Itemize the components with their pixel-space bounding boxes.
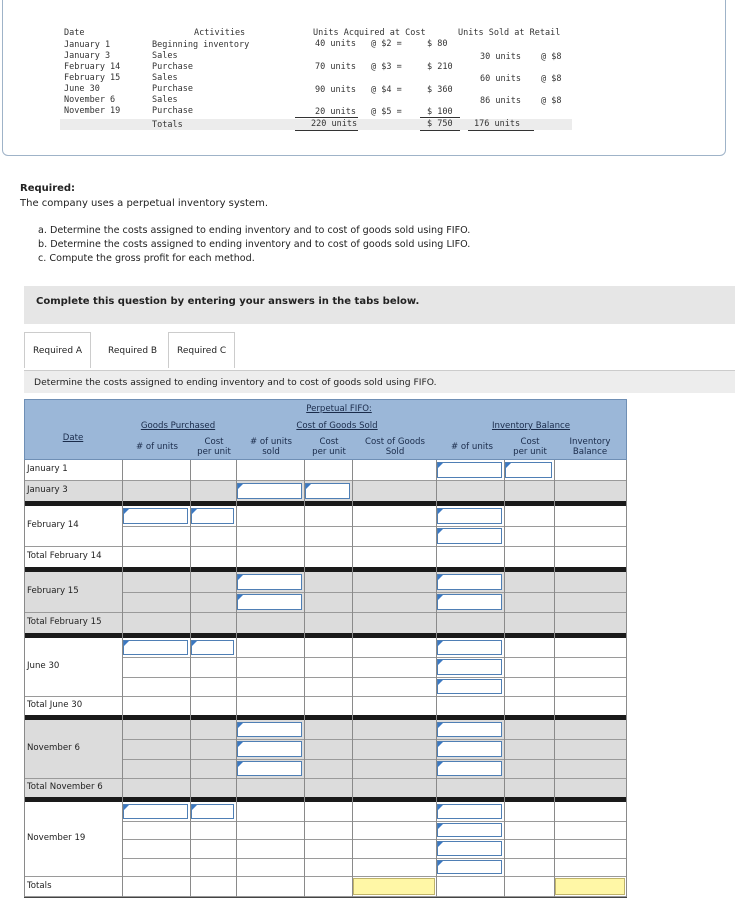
grid-input-cell[interactable] (237, 574, 302, 590)
grid-column-line (24, 460, 25, 897)
grid-column-line (352, 460, 353, 897)
grid-input-cell[interactable] (437, 841, 502, 856)
group-goods-purchased: Goods Purchased (140, 421, 216, 431)
required-intro: The company uses a perpetual inventory system. (20, 198, 268, 209)
inv-row-activity: Beginning inventory (152, 40, 250, 50)
grid-input-cell[interactable] (505, 462, 552, 478)
inv-row-acq-total: $ 80 (427, 39, 448, 49)
total-balance-cell[interactable] (555, 878, 625, 895)
inv-header-acquired: Units Acquired at Cost (313, 28, 426, 38)
grid-input-cell[interactable] (123, 508, 188, 524)
grid-row-label: Total February 14 (27, 551, 102, 561)
inv-row-acq-total: $ 210 (427, 62, 453, 72)
required-b: b. Determine the costs assigned to ending inventory and to cost of goods sold using LIFO. (38, 239, 471, 250)
inv-totals-units: 220 units (311, 119, 358, 129)
col-units-sold-2: sold (262, 447, 280, 457)
required-heading: Required: (20, 183, 76, 194)
required-a: a. Determine the costs assigned to ending inventory and to cost of goods sold using FIFO. (38, 225, 471, 236)
inv-row-acq-cost: @ $3 = (371, 62, 402, 72)
col-cogs-total: Cost of Goods (365, 437, 425, 447)
grid-input-cell[interactable] (237, 594, 302, 610)
tab-instruction: Determine the costs assigned to ending inventory and to cost of goods sold using FIFO. (24, 370, 735, 393)
inv-row-acq-cost: @ $2 = (371, 39, 402, 49)
inv-row-acq-units: 70 units (315, 62, 356, 72)
col-balance-units: # of units (450, 442, 494, 452)
tab-required-b[interactable]: Required B (99, 332, 166, 368)
grid-input-cell[interactable] (437, 823, 502, 838)
inv-row-activity: Purchase (152, 106, 193, 116)
grid-input-cell[interactable] (237, 483, 302, 499)
grid-column-line (436, 460, 437, 897)
col-cogs-per-unit: per unit (312, 447, 346, 457)
inv-row-acq-cost: @ $4 = (371, 85, 402, 95)
grid-subrow-line (122, 821, 627, 822)
grid-row-label: November 19 (27, 833, 86, 843)
grid-input-cell[interactable] (437, 594, 502, 610)
inv-header-sold: Units Sold at Retail (458, 28, 561, 38)
grid-input-cell[interactable] (237, 761, 302, 776)
fifo-grid (24, 399, 627, 891)
grid-row-label: November 6 (27, 743, 80, 753)
col-cogs-cost: Cost (319, 437, 339, 447)
grid-column-line (304, 460, 305, 897)
inv-row-activity: Sales (152, 95, 178, 105)
grid-column-line (190, 460, 191, 897)
inv-row-sold-units: 30 units (480, 52, 521, 62)
col-cogs-total-2: Sold (385, 447, 405, 457)
inv-row-sold-price: @ $8 (541, 96, 562, 106)
grid-row-label: January 1 (27, 464, 68, 474)
grid-input-cell[interactable] (437, 761, 502, 776)
col-balance-cost: Cost (520, 437, 540, 447)
required-c: c. Compute the gross profit for each method. (38, 253, 255, 264)
inv-row-date: November 19 (64, 106, 121, 116)
inv-totals-cost: $ 750 (427, 119, 453, 129)
col-date: Date (62, 433, 84, 443)
inv-header-activities: Activities (194, 28, 246, 38)
grid-row-label: January 3 (27, 485, 68, 495)
inv-row-acq-total: $ 360 (427, 85, 453, 95)
inv-row-date: February 15 (64, 73, 121, 83)
grid-subrow-line (122, 739, 627, 740)
inv-row-activity: Sales (152, 73, 178, 83)
inv-row-acq-units: 40 units (315, 39, 356, 49)
grid-input-cell[interactable] (437, 640, 502, 655)
inv-row-date: November 6 (64, 95, 116, 105)
grid-input-cell[interactable] (437, 508, 502, 524)
tab-required-a[interactable]: Required A (24, 332, 91, 368)
grid-title: Perpetual FIFO: (306, 404, 372, 414)
grid-input-cell[interactable] (123, 640, 188, 655)
inv-row-activity: Sales (152, 51, 178, 61)
grid-row-label: Total November 6 (27, 782, 103, 792)
instructions-banner: Complete this question by entering your answers in the tabs below. (24, 286, 735, 324)
inv-underline (420, 130, 460, 131)
grid-input-cell[interactable] (437, 462, 502, 478)
inv-row-acq-units: 90 units (315, 85, 356, 95)
group-cogs: Cost of Goods Sold (296, 421, 378, 431)
inv-row-date: January 3 (64, 51, 111, 61)
inv-underline (420, 117, 460, 118)
inv-row-sold-price: @ $8 (541, 74, 562, 84)
grid-input-cell[interactable] (437, 860, 502, 875)
inv-row-date: June 30 (64, 84, 100, 94)
inv-row-activity: Purchase (152, 62, 193, 72)
inv-row-acq-units: 20 units (315, 107, 356, 117)
grid-input-cell[interactable] (437, 659, 502, 674)
grid-row-label: February 15 (27, 586, 79, 596)
grid-input-cell[interactable] (237, 722, 302, 737)
grid-column-line (122, 460, 123, 897)
col-balance-per-unit: per unit (513, 447, 547, 457)
inv-header-date: Date (64, 28, 85, 38)
inv-row-sold-units: 86 units (480, 96, 521, 106)
col-units-sold: # of units (249, 437, 293, 447)
grid-input-cell[interactable] (437, 528, 502, 544)
grid-column-line (626, 460, 627, 897)
col-balance-total: Inventory (569, 437, 611, 447)
grid-input-cell[interactable] (191, 804, 234, 819)
inv-underline (295, 130, 358, 131)
grid-subrow-line (122, 592, 627, 593)
inv-row-date: February 14 (64, 62, 121, 72)
grid-row-label: June 30 (27, 661, 60, 671)
inv-row-acq-total: $ 100 (427, 107, 453, 117)
grid-input-cell[interactable] (437, 741, 502, 756)
grid-row-label: Totals (27, 880, 52, 891)
grid-subrow-line (122, 657, 627, 658)
grid-row-label: February 14 (27, 520, 79, 530)
grid-row-label: Total June 30 (27, 700, 83, 710)
tab-required-c[interactable]: Required C (168, 332, 235, 368)
grid-input-cell[interactable] (191, 508, 234, 524)
grid-column-line (504, 460, 505, 897)
col-purchased-units: # of units (135, 442, 179, 452)
grid-column-line (236, 460, 237, 897)
grid-subrow-line (122, 759, 627, 760)
inv-row-activity: Purchase (152, 84, 193, 94)
inv-row-date: January 1 (64, 40, 111, 50)
col-balance-total-2: Balance (572, 447, 608, 457)
grid-input-cell[interactable] (437, 722, 502, 737)
grid-subrow-line (122, 858, 627, 859)
inv-row-acq-cost: @ $5 = (371, 107, 402, 117)
inv-underline (295, 117, 358, 118)
grid-column-line (554, 460, 555, 897)
grid-subrow-line (122, 677, 627, 678)
grid-subrow-line (122, 526, 627, 527)
grid-input-cell[interactable] (437, 804, 502, 819)
group-inventory-balance: Inventory Balance (491, 421, 571, 431)
inv-totals-sold: 176 units (474, 119, 521, 129)
inv-underline (468, 130, 534, 131)
inv-row-sold-price: @ $8 (541, 52, 562, 62)
col-purchased-per-unit: per unit (197, 447, 231, 457)
inv-totals-label: Totals (152, 120, 183, 130)
inv-row-sold-units: 60 units (480, 74, 521, 84)
grid-input-cell[interactable] (191, 640, 234, 655)
total-cogs-cell[interactable] (353, 878, 435, 895)
grid-subrow-line (122, 839, 627, 840)
grid-input-cell[interactable] (237, 741, 302, 756)
grid-input-cell[interactable] (305, 483, 350, 499)
grid-input-cell[interactable] (437, 574, 502, 590)
grid-input-cell[interactable] (123, 804, 188, 819)
grid-input-cell[interactable] (437, 679, 502, 694)
col-purchased-cost: Cost (204, 437, 224, 447)
grid-row-label: Total February 15 (27, 617, 102, 627)
